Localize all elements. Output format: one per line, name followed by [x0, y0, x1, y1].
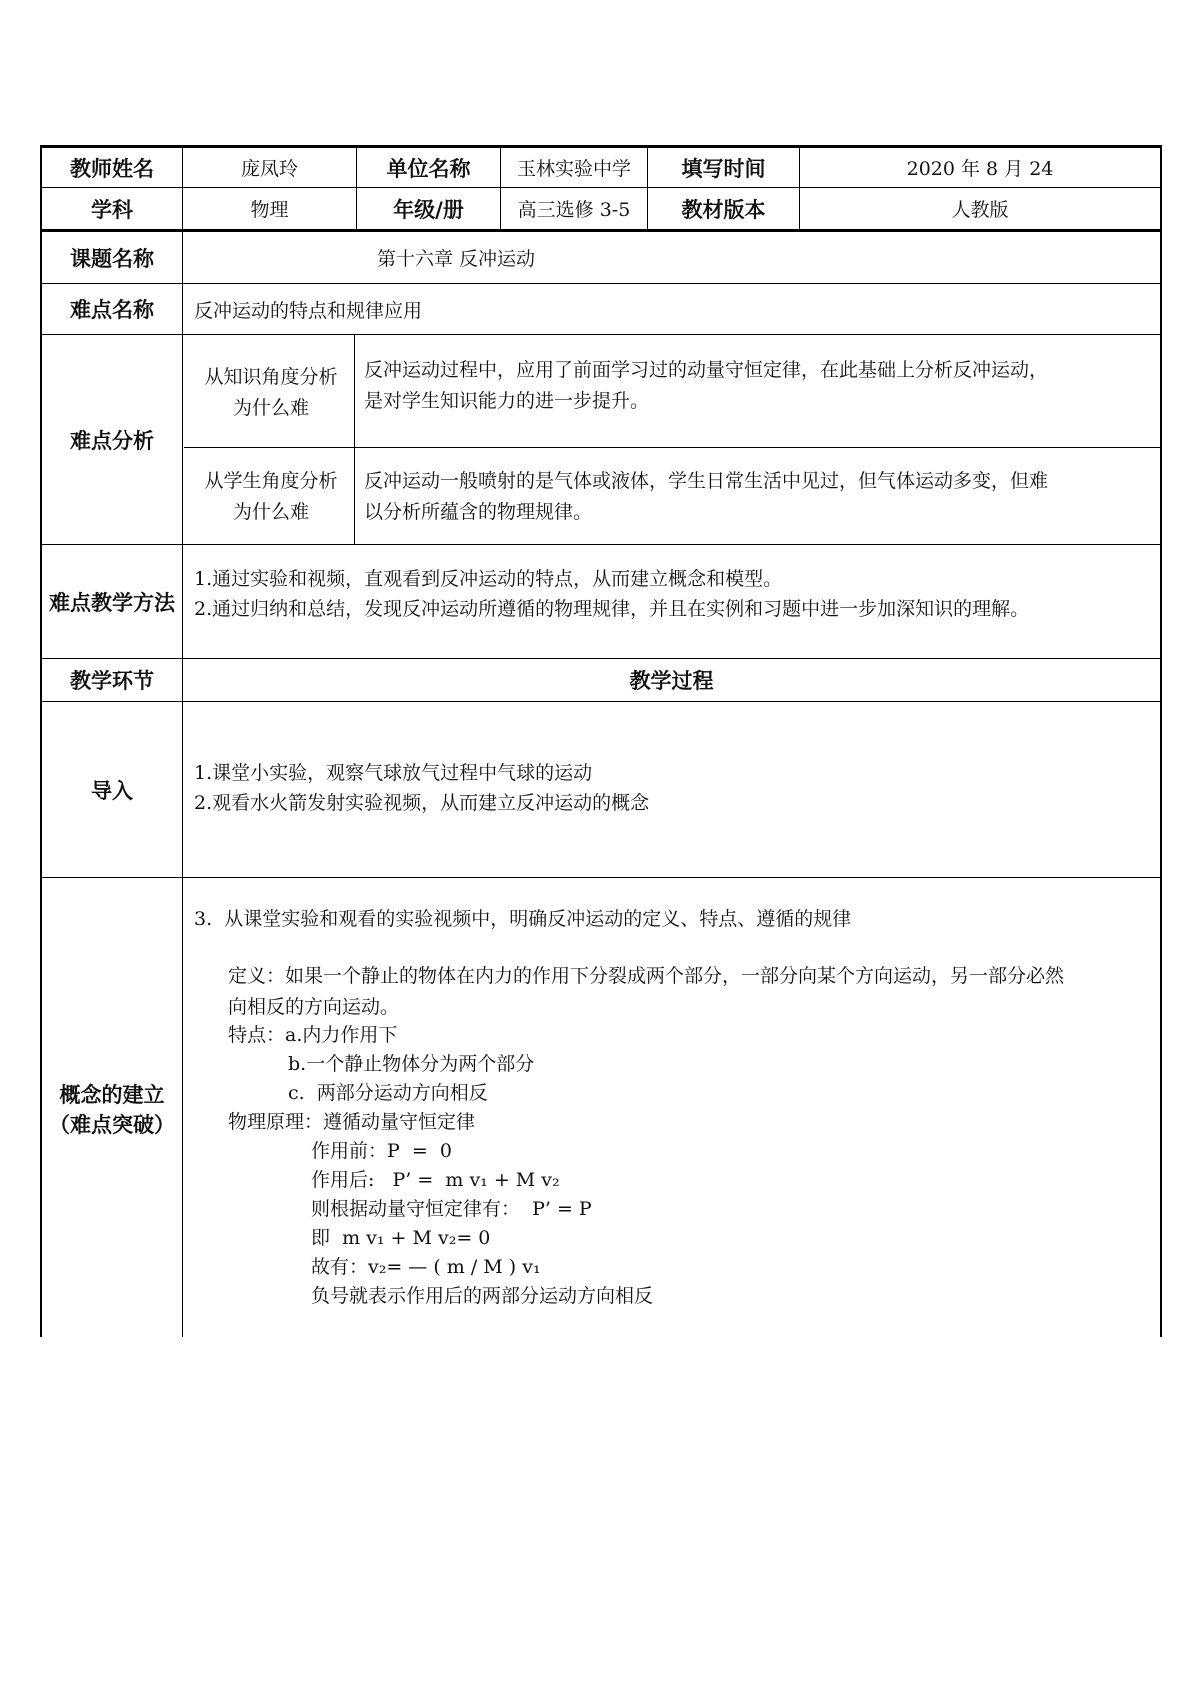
unit-name-label: 单位名称 — [386, 156, 471, 181]
intro-line-2: 2.观看水火箭发射实验视频，从而建立反冲运动的概念 — [194, 792, 650, 814]
edition-value: 人教版 — [951, 199, 1009, 221]
topic-label: 课题名称 — [70, 246, 154, 271]
intro-label: 导入 — [91, 778, 133, 803]
fill-date-value: 2020 年 8 月 24 — [906, 158, 1054, 180]
difficulty-value: 反冲运动的特点和规律应用 — [194, 299, 423, 322]
momentum-equation: 即 m v₁ + M v₂= 0 — [311, 1227, 491, 1249]
concept-label-line-2: （难点突破） — [49, 1113, 175, 1137]
momentum-after: 作用后: P’ = m v₁ + M v₂ — [311, 1169, 560, 1191]
topic-value: 第十六章 反冲运动 — [377, 248, 536, 270]
feature-a: 特点：a.内力作用下 — [228, 1024, 398, 1046]
subject-label: 学科 — [91, 197, 133, 222]
feature-b: b.一个静止物体分为两个部分 — [288, 1053, 535, 1075]
knowledge-angle-text: 反冲运动过程中，应用了前面学习过的动量守恒定律，在此基础上分析反冲运动，是对学生知识能力的进一步提升。 — [364, 359, 1049, 412]
subject-value: 物理 — [250, 199, 289, 221]
knowledge-angle-label: 从知识角度分析为什么难 — [204, 366, 338, 419]
physics-principle: 物理原理：遵循动量守恒定律 — [228, 1111, 476, 1133]
fill-date-label: 填写时间 — [681, 156, 766, 181]
process-step-header: 教学环节 — [70, 669, 154, 693]
grade-label: 年级/册 — [393, 197, 464, 222]
concept-label-line-1: 概念的建立 — [59, 1083, 165, 1107]
unit-name-value: 玉林实验中学 — [516, 158, 631, 180]
analysis-label: 难点分析 — [70, 428, 154, 453]
concept-definition: 定义：如果一个静止的物体在内力的作用下分裂成两个部分，一部分向某个方向运动，另一部分必然向相反的方向运动。 — [228, 965, 1065, 1018]
teacher-name-label: 教师姓名 — [70, 156, 154, 181]
edition-label: 教材版本 — [681, 197, 766, 222]
student-angle-text: 反冲运动一般喷射的是气体或液体，学生日常生活中见过，但气体运动多变，但难以分析所蕴含的物理规律。 — [364, 470, 1049, 523]
concept-item-3: 3. 从课堂实验和观看的实验视频中，明确反冲运动的定义、特点、遵循的规律 — [194, 908, 852, 930]
feature-c: c. 两部分运动方向相反 — [288, 1082, 488, 1104]
intro-line-1: 1.课堂小实验，观察气球放气过程中气球的运动 — [194, 762, 593, 784]
method-line-2: 2.通过归纳和总结，发现反冲运动所遵循的物理规律，并且在实例和习题中进一步加深知识的理解。 — [194, 598, 1030, 620]
method-line-1: 1.通过实验和视频，直观看到反冲运动的特点，从而建立概念和模型。 — [194, 568, 783, 590]
difficulty-label: 难点名称 — [70, 298, 154, 322]
grade-value: 高三选修 3-5 — [517, 199, 631, 221]
process-content-header: 教学过程 — [629, 669, 714, 693]
student-angle-label: 从学生角度分析为什么难 — [204, 470, 338, 523]
concept-label — [42, 1080, 182, 1140]
momentum-before: 作用前：P = 0 — [311, 1140, 452, 1162]
momentum-conservation: 则根据动量守恒定律有： P’ = P — [311, 1198, 592, 1220]
negative-sign-meaning: 负号就表示作用后的两部分运动方向相反 — [311, 1285, 654, 1307]
method-label: 难点教学方法 — [49, 590, 175, 615]
velocity-result: 故有：v₂= — ( m / M ) v₁ — [311, 1256, 541, 1278]
teacher-name-value: 庞凤玲 — [240, 158, 298, 180]
